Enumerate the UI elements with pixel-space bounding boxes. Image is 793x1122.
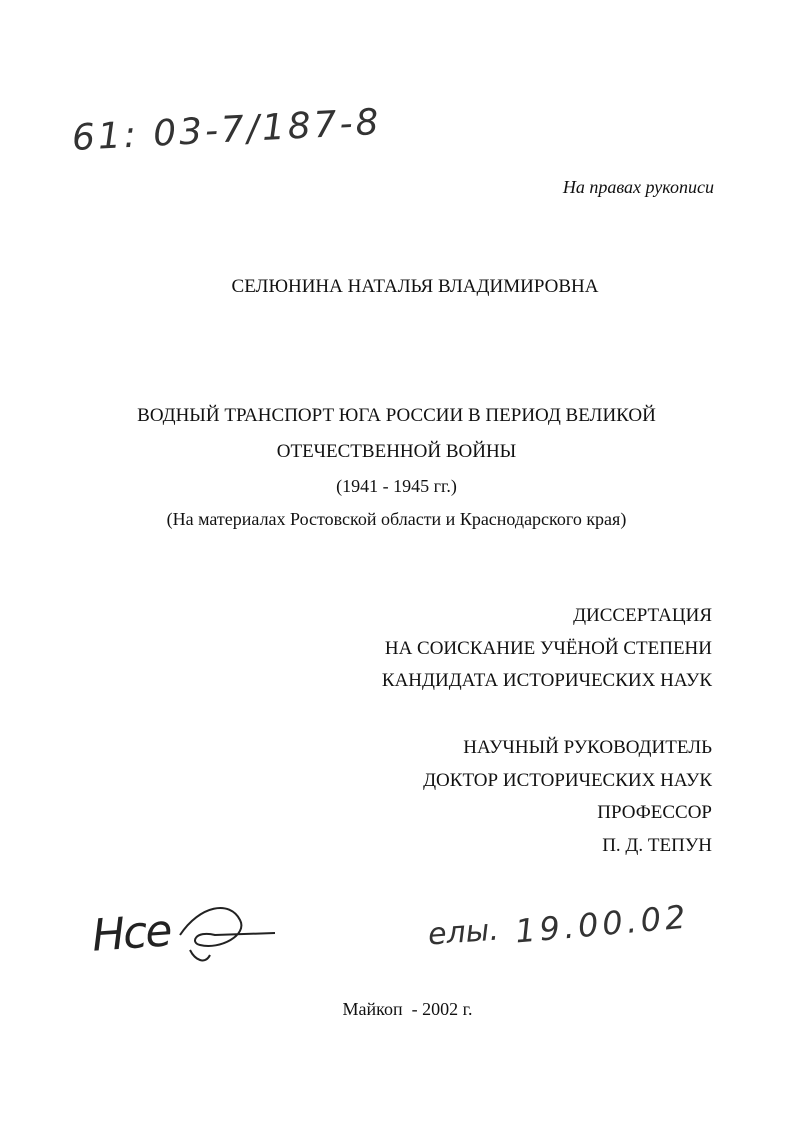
advisor-name: П. Д. ТЕПУН <box>602 835 712 856</box>
dissertation-line-3: КАНДИДАТА ИСТОРИЧЕСКИХ НАУК <box>381 670 712 691</box>
rights-note: На правах рукописи <box>562 177 714 197</box>
catalog-stamp: 61: 03-7/187-8 <box>70 101 383 159</box>
author-name: СЕЛЮНИНА НАТАЛЬЯ ВЛАДИМИРОВНА <box>231 276 599 297</box>
title-subtitle: (На материалах Ростовской области и Краснодарского края) <box>166 509 627 529</box>
advisor-rank: ПРОФЕССОР <box>597 802 712 823</box>
dissertation-line-2: НА СОИСКАНИЕ УЧЁНОЙ СТЕПЕНИ <box>384 638 712 659</box>
handwritten-note-left: елы. <box>426 912 500 953</box>
advisor-degree: ДОКТОР ИСТОРИЧЕСКИХ НАУК <box>423 770 712 791</box>
advisor-role: НАУЧНЫЙ РУКОВОДИТЕЛЬ <box>463 737 712 758</box>
signature: Нсе <box>90 905 173 962</box>
title-years: (1941 - 1945 гг.) <box>336 476 457 496</box>
handwritten-note-right: 19.00.02 <box>513 897 691 951</box>
title-line-1: ВОДНЫЙ ТРАНСПОРТ ЮГА РОССИИ В ПЕРИОД ВЕЛИКОЙ <box>137 405 656 426</box>
signature-flourish <box>160 895 360 975</box>
place-year: Майкоп - 2002 г. <box>342 999 473 1019</box>
dissertation-line-1: ДИССЕРТАЦИЯ <box>573 605 712 626</box>
title-line-2: ОТЕЧЕСТВЕННОЙ ВОЙНЫ <box>276 441 517 462</box>
